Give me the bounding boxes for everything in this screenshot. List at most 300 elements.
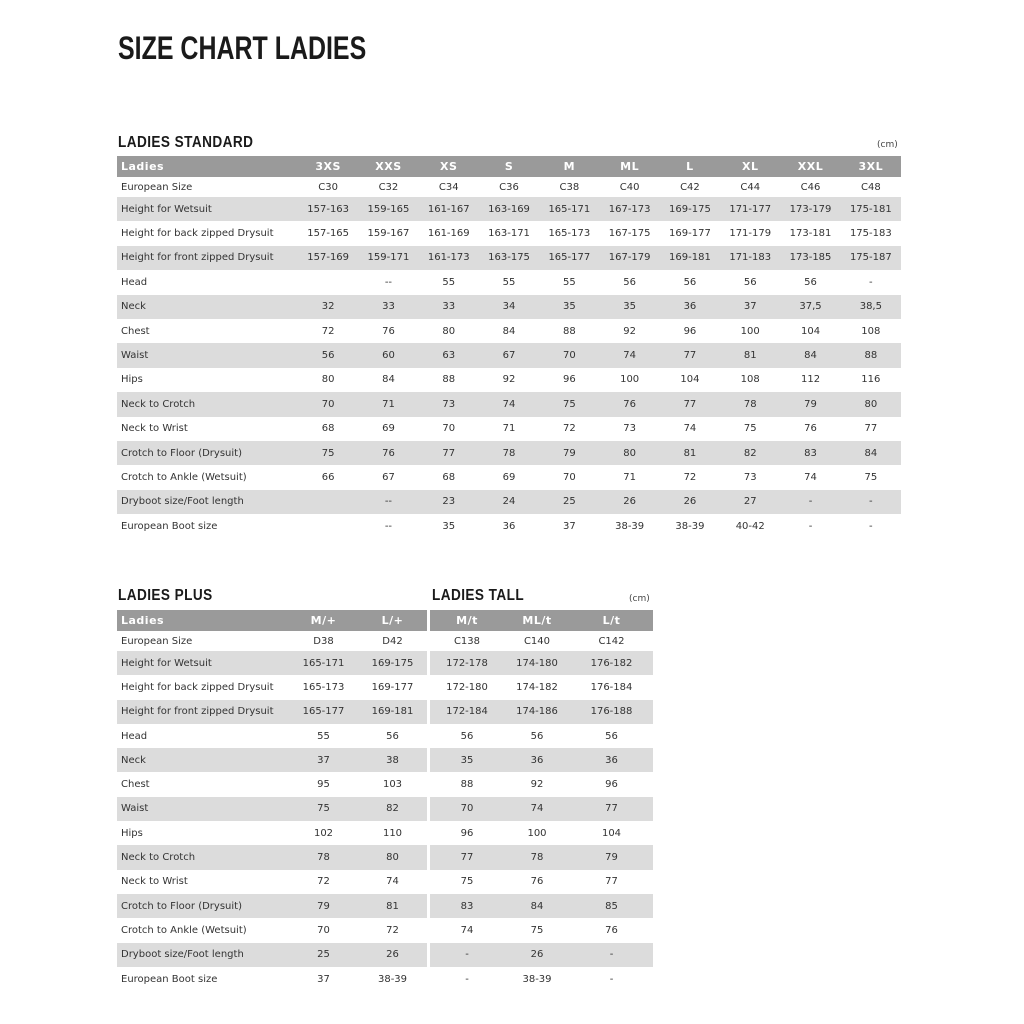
table-cell: 104 <box>680 374 700 386</box>
table-cell: 73 <box>623 423 636 435</box>
table-cell: 169-181 <box>358 700 427 724</box>
table-cell: 100 <box>527 827 547 839</box>
table-cell: 77 <box>864 423 878 435</box>
table-cell: 165-177 <box>289 700 358 724</box>
table-cell: 161-169 <box>427 228 470 240</box>
table-cell: 102 <box>313 827 334 839</box>
table-cell: 83 <box>780 441 840 465</box>
table-cell: 56 <box>386 730 399 742</box>
table-cell: 75 <box>864 471 878 483</box>
table-cell: 175-183 <box>849 228 892 240</box>
page-title: SIZE CHART LADIES <box>118 30 367 66</box>
table-cell: C138 <box>453 635 481 647</box>
table-cell: 67 <box>382 471 395 483</box>
table-cell: 88 <box>442 374 456 386</box>
size-header-cell: L/+ <box>358 610 427 631</box>
table-cell: 27 <box>720 490 780 514</box>
table-cell: 172-180 <box>446 681 488 693</box>
table-cell: 38,5 <box>841 295 901 319</box>
table-cell: 55 <box>442 276 456 288</box>
table-cell: 80 <box>358 845 427 869</box>
row-label: Crotch to Ankle (Wetsuit) <box>121 924 247 936</box>
table-cell: 35 <box>599 295 659 319</box>
table-cell: 176-182 <box>570 651 653 675</box>
table-cell: 84 <box>382 374 395 386</box>
size-header-cell: 3XL <box>841 156 901 177</box>
table-row <box>117 631 427 651</box>
table-cell: 77 <box>430 845 504 869</box>
table-cell: 159-167 <box>367 228 410 240</box>
table-cell: 60 <box>358 343 418 367</box>
table-cell: 36 <box>504 748 570 772</box>
table-cell: 104 <box>800 325 821 337</box>
table-cell: 75 <box>298 441 358 465</box>
table-cell: 167-175 <box>608 228 651 240</box>
table-row <box>430 918 653 942</box>
table-cell: 76 <box>605 924 618 936</box>
table-cell: 75 <box>743 423 757 435</box>
row-label: Neck to Wrist <box>121 876 188 888</box>
table-row <box>117 490 901 514</box>
table-cell: 75 <box>539 392 599 416</box>
plus-header-label: Ladies <box>117 610 289 631</box>
table-row <box>117 700 427 724</box>
table-cell: 171-183 <box>720 246 780 270</box>
table-cell: C30 <box>318 181 338 193</box>
table-cell <box>298 514 358 538</box>
table-cell: 72 <box>317 876 330 888</box>
row-label: Height for back zipped Drysuit <box>121 228 274 240</box>
row-label: Height for front zipped Drysuit <box>117 700 289 724</box>
table-cell: 108 <box>861 325 881 337</box>
table-cell: 112 <box>800 374 821 386</box>
table-cell: - <box>780 490 840 514</box>
table-cell: D42 <box>382 635 403 647</box>
table-cell: 171-177 <box>720 197 780 221</box>
table-cell: 165-177 <box>539 246 599 270</box>
table-cell <box>298 490 358 514</box>
row-label: Neck to Wrist <box>121 423 188 435</box>
row-label: Dryboot size/Foot length <box>117 943 289 967</box>
row-label: Dryboot size/Foot length <box>117 490 298 514</box>
table-cell: 85 <box>570 894 653 918</box>
table-cell: 68 <box>321 423 335 435</box>
table-cell: C42 <box>680 181 700 193</box>
table-cell: 74 <box>504 797 570 821</box>
table-cell: C44 <box>740 181 761 193</box>
table-cell: 84 <box>504 894 570 918</box>
table-cell: 26 <box>599 490 659 514</box>
table-cell: 77 <box>605 876 618 888</box>
table-cell: 163-169 <box>479 197 539 221</box>
table-cell: 84 <box>502 325 516 337</box>
table-cell: 74 <box>683 423 697 435</box>
table-cell: 169-181 <box>660 246 720 270</box>
table-cell: D38 <box>313 635 334 647</box>
row-label: Neck to Crotch <box>117 845 289 869</box>
table-cell: 56 <box>683 276 697 288</box>
size-header-cell: M/+ <box>289 610 358 631</box>
table-cell: 71 <box>623 471 636 483</box>
table-cell: 37 <box>720 295 780 319</box>
table-row <box>430 748 653 772</box>
table-cell: 77 <box>570 797 653 821</box>
table-cell: 159-165 <box>358 197 418 221</box>
table-cell: - <box>869 520 873 532</box>
table-cell: 72 <box>562 423 576 435</box>
table-cell: C142 <box>598 635 625 647</box>
table-cell: 37 <box>317 973 330 985</box>
tall-section-title: LADIES TALL <box>432 587 525 604</box>
row-label: Chest <box>121 325 150 337</box>
standard-size-table <box>117 156 901 538</box>
table-cell: 76 <box>804 423 817 435</box>
size-header-cell: L <box>660 156 720 177</box>
table-row <box>117 270 901 294</box>
table-row <box>117 246 901 270</box>
table-cell: 92 <box>502 374 516 386</box>
tall-size-table <box>430 610 653 991</box>
table-cell: 165-171 <box>289 651 358 675</box>
table-cell: 36 <box>502 520 516 532</box>
size-header-cell: XS <box>419 156 479 177</box>
table-row <box>117 441 901 465</box>
table-cell: 96 <box>683 325 697 337</box>
table-cell: -- <box>358 490 418 514</box>
table-cell: - <box>808 520 813 532</box>
table-cell: 172-184 <box>430 700 504 724</box>
table-cell: 80 <box>442 325 456 337</box>
table-cell: 161-173 <box>419 246 479 270</box>
table-cell: 72 <box>683 471 697 483</box>
table-cell: - <box>430 943 504 967</box>
table-cell: C140 <box>523 635 551 647</box>
table-cell: 38-39 <box>377 973 408 985</box>
table-cell: 33 <box>419 295 479 319</box>
table-cell: 165-171 <box>539 197 599 221</box>
table-cell: 80 <box>321 374 335 386</box>
table-cell: 76 <box>358 441 418 465</box>
table-row <box>117 465 901 489</box>
table-cell: - <box>465 973 469 985</box>
table-cell: 96 <box>605 779 618 791</box>
table-cell: 70 <box>442 423 456 435</box>
table-row <box>117 343 901 367</box>
table-row <box>430 943 653 967</box>
table-cell: 84 <box>780 343 840 367</box>
table-cell: 73 <box>419 392 479 416</box>
table-row <box>430 894 653 918</box>
table-cell: 165-173 <box>548 228 591 240</box>
table-cell: 100 <box>620 374 640 386</box>
table-cell: - <box>841 490 901 514</box>
table-cell: 35 <box>442 520 456 532</box>
table-cell: 56 <box>623 276 636 288</box>
table-row <box>117 748 427 772</box>
table-cell: 37,5 <box>780 295 840 319</box>
row-label: Crotch to Floor (Drysuit) <box>117 894 289 918</box>
table-cell: 76 <box>530 876 544 888</box>
table-row <box>430 845 653 869</box>
table-cell: C32 <box>378 181 399 193</box>
table-cell: - <box>609 973 614 985</box>
table-cell: 36 <box>570 748 653 772</box>
table-cell: 96 <box>460 827 474 839</box>
table-cell: 38 <box>358 748 427 772</box>
table-cell: 75 <box>530 924 544 936</box>
table-cell: 55 <box>562 276 576 288</box>
table-row <box>117 797 427 821</box>
table-cell: 80 <box>599 441 659 465</box>
table-cell: 26 <box>504 943 570 967</box>
table-cell: 80 <box>841 392 901 416</box>
table-cell: 79 <box>570 845 653 869</box>
table-cell: 68 <box>442 471 456 483</box>
table-cell: 169-177 <box>669 228 711 240</box>
table-cell: 159-171 <box>358 246 418 270</box>
table-row <box>117 821 427 845</box>
table-cell: 174-182 <box>516 681 558 693</box>
table-cell: 81 <box>720 343 780 367</box>
table-cell: 38-39 <box>675 520 705 532</box>
table-row <box>117 417 901 441</box>
table-row <box>117 197 901 221</box>
table-cell: 75 <box>289 797 358 821</box>
table-cell <box>298 270 358 294</box>
table-row <box>117 514 901 538</box>
table-cell: 40-42 <box>735 520 765 532</box>
table-cell: 157-163 <box>298 197 358 221</box>
standard-unit-label: (cm) <box>877 140 898 150</box>
table-cell: 163-171 <box>488 228 530 240</box>
table-cell: 79 <box>539 441 599 465</box>
table-cell: 35 <box>430 748 504 772</box>
size-header-cell: L/t <box>570 610 653 631</box>
table-cell: 78 <box>720 392 780 416</box>
table-cell: 70 <box>298 392 358 416</box>
table-cell: 70 <box>562 471 576 483</box>
table-cell: 175-187 <box>841 246 901 270</box>
table-row <box>117 295 901 319</box>
table-cell: 56 <box>743 276 757 288</box>
table-cell: C48 <box>860 181 881 193</box>
table-cell: 33 <box>358 295 418 319</box>
table-row <box>117 894 427 918</box>
table-cell: 96 <box>562 374 576 386</box>
table-row <box>430 870 653 894</box>
row-label: Neck <box>117 748 289 772</box>
table-cell: 157-169 <box>298 246 358 270</box>
table-cell: 167-179 <box>599 246 659 270</box>
standard-header-label: Ladies <box>117 156 298 177</box>
table-cell: 69 <box>502 471 516 483</box>
table-cell: 78 <box>289 845 358 869</box>
size-header-cell: M <box>539 156 599 177</box>
table-cell: 82 <box>720 441 780 465</box>
table-cell: 74 <box>599 343 659 367</box>
table-cell: 167-173 <box>599 197 659 221</box>
table-cell: 100 <box>740 325 760 337</box>
row-label: Hips <box>121 827 143 839</box>
table-cell: 171-179 <box>729 228 772 240</box>
table-row <box>117 319 901 343</box>
table-cell: 116 <box>861 374 881 386</box>
size-header-cell: M/t <box>430 610 504 631</box>
table-cell: 174-180 <box>504 651 570 675</box>
table-cell: 37 <box>289 748 358 772</box>
row-label: Hips <box>121 374 143 386</box>
table-cell: 25 <box>289 943 358 967</box>
table-cell: 88 <box>841 343 901 367</box>
table-cell: 74 <box>386 876 399 888</box>
table-cell: 104 <box>601 827 622 839</box>
table-row <box>430 651 653 675</box>
row-label: Waist <box>117 343 298 367</box>
table-row <box>430 631 653 651</box>
table-cell: 75 <box>460 876 474 888</box>
table-cell: 173-179 <box>780 197 840 221</box>
table-cell: - <box>869 276 873 288</box>
table-cell: 83 <box>430 894 504 918</box>
table-cell: 37 <box>562 520 576 532</box>
size-header-cell: XXL <box>780 156 840 177</box>
table-cell: 63 <box>419 343 479 367</box>
table-cell: 67 <box>479 343 539 367</box>
row-label: Neck <box>117 295 298 319</box>
plus-section-title: LADIES PLUS <box>118 587 213 604</box>
table-cell: 74 <box>804 471 817 483</box>
table-cell: -- <box>384 520 393 532</box>
standard-table-body <box>117 177 901 538</box>
table-row <box>430 797 653 821</box>
table-row <box>430 724 653 748</box>
size-header-cell: XXS <box>358 156 418 177</box>
table-row <box>117 368 901 392</box>
table-cell: 169-177 <box>371 681 414 693</box>
table-cell: 84 <box>841 441 901 465</box>
row-label: Height for front zipped Drysuit <box>117 246 298 270</box>
table-cell: 92 <box>530 779 544 791</box>
table-cell: 56 <box>298 343 358 367</box>
table-cell: 73 <box>743 471 757 483</box>
table-cell: 81 <box>358 894 427 918</box>
table-row <box>117 845 427 869</box>
table-cell: 72 <box>386 924 399 936</box>
table-cell: 36 <box>660 295 720 319</box>
table-cell: 26 <box>660 490 720 514</box>
table-cell: 173-181 <box>789 228 832 240</box>
table-cell: 76 <box>599 392 659 416</box>
table-cell: 95 <box>317 779 330 791</box>
table-cell: 34 <box>479 295 539 319</box>
table-cell: 79 <box>780 392 840 416</box>
table-cell: 74 <box>460 924 474 936</box>
table-cell: 55 <box>502 276 516 288</box>
table-cell: 71 <box>502 423 516 435</box>
table-cell: 24 <box>479 490 539 514</box>
size-header-cell: XL <box>720 156 780 177</box>
table-cell: 72 <box>321 325 335 337</box>
table-cell: 69 <box>382 423 395 435</box>
table-cell: 71 <box>358 392 418 416</box>
row-label: Crotch to Ankle (Wetsuit) <box>121 471 247 483</box>
table-cell: 35 <box>539 295 599 319</box>
table-cell: 176-188 <box>570 700 653 724</box>
table-cell: 56 <box>530 730 544 742</box>
plus-header-row <box>117 610 427 631</box>
table-cell: -- <box>384 276 393 288</box>
row-label: European Boot size <box>121 973 218 985</box>
row-label: Neck to Crotch <box>117 392 298 416</box>
row-label: Height for Wetsuit <box>117 651 289 675</box>
size-header-cell: S <box>479 156 539 177</box>
table-cell: 176-184 <box>590 681 633 693</box>
table-cell: 165-173 <box>302 681 345 693</box>
table-cell: 70 <box>430 797 504 821</box>
table-row <box>117 177 901 197</box>
table-row <box>117 772 427 796</box>
table-cell: 108 <box>740 374 760 386</box>
tall-unit-label: (cm) <box>629 594 650 604</box>
plus-size-table <box>117 610 427 991</box>
table-cell: 175-181 <box>841 197 901 221</box>
table-cell: 163-175 <box>479 246 539 270</box>
table-cell: 92 <box>623 325 636 337</box>
table-row <box>117 943 427 967</box>
table-cell: 88 <box>562 325 576 337</box>
table-row <box>430 700 653 724</box>
table-row <box>430 772 653 796</box>
table-cell: 110 <box>382 827 403 839</box>
row-label: Crotch to Floor (Drysuit) <box>117 441 298 465</box>
table-cell: 82 <box>358 797 427 821</box>
table-cell: 78 <box>479 441 539 465</box>
row-label: Head <box>121 276 148 288</box>
table-row <box>117 918 427 942</box>
table-cell: 161-167 <box>419 197 479 221</box>
table-cell: C38 <box>559 181 580 193</box>
table-cell: 169-175 <box>358 651 427 675</box>
table-cell: 78 <box>504 845 570 869</box>
row-label: European Size <box>121 635 193 647</box>
row-label: Head <box>121 730 148 742</box>
table-cell: 70 <box>539 343 599 367</box>
table-row <box>117 651 427 675</box>
row-label: Height for back zipped Drysuit <box>121 681 274 693</box>
table-cell: 66 <box>321 471 335 483</box>
table-cell: C40 <box>619 181 640 193</box>
plus-table-body <box>117 631 427 991</box>
table-cell: 55 <box>317 730 330 742</box>
table-row <box>117 221 901 245</box>
table-cell: 88 <box>460 779 474 791</box>
row-label: Height for Wetsuit <box>117 197 298 221</box>
table-row <box>430 967 653 991</box>
row-label: Chest <box>121 779 150 791</box>
table-cell: 77 <box>660 343 720 367</box>
table-row <box>117 675 427 699</box>
table-cell: 173-185 <box>780 246 840 270</box>
table-cell: 56 <box>804 276 817 288</box>
size-header-cell: ML/t <box>504 610 570 631</box>
table-cell: 169-175 <box>660 197 720 221</box>
table-cell: 103 <box>382 779 403 791</box>
size-header-cell: 3XS <box>298 156 358 177</box>
table-cell: 76 <box>382 325 395 337</box>
standard-section-title: LADIES STANDARD <box>118 134 254 151</box>
table-cell: 56 <box>460 730 474 742</box>
table-cell: 38-39 <box>522 973 552 985</box>
